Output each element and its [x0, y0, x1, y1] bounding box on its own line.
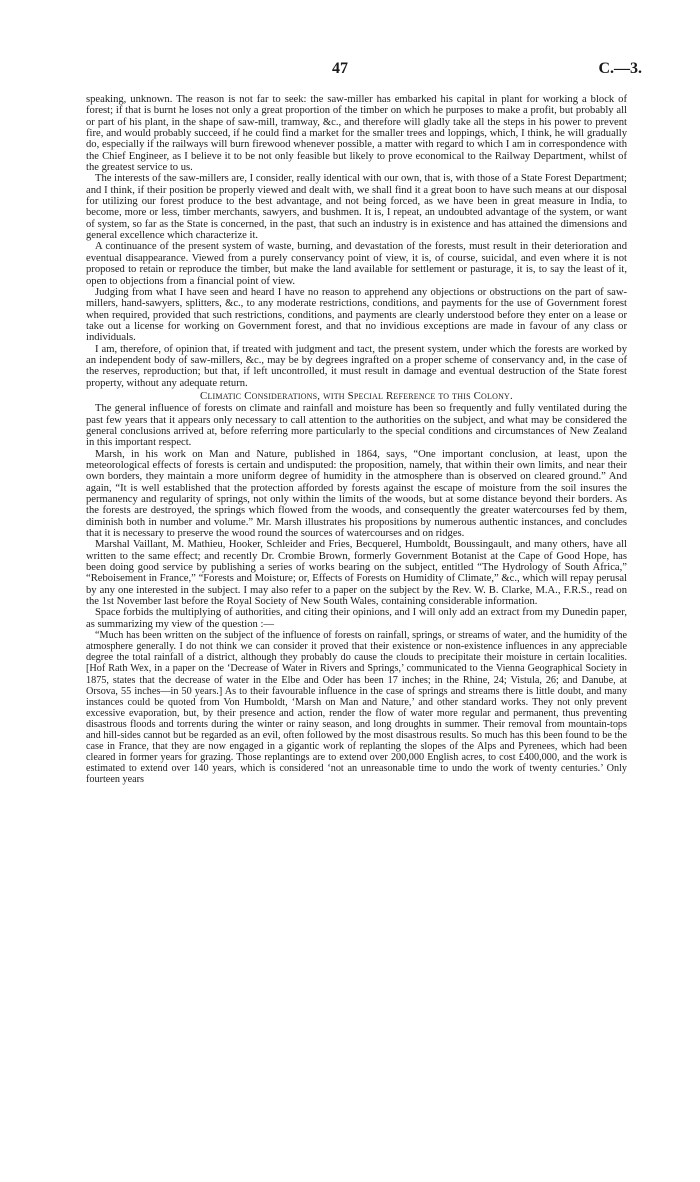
paragraph: Marsh, in his work on Man and Nature, published in 1864, says, “One important conclusion, at least, upon the meteorological effects of forests is certain and undisputed: the proposition, namely, that within their own limits, and near their own borders, they maintain a more uniform degree of humidity in the atmosphere than is observed on cleared ground.” And again, “It is well established that the protection afforded by forests against the escape of moisture from the soil insures the permanency and regularity of springs, not only within the limits of the woods, but at some distance beyond their borders. As the forests are destroyed, the springs which flowed from the woods, and consequently the greater watercourses fed by them, diminish both in number and volume.” Mr. Marsh illustrates his propositions by numerous authentic instances, and concludes that it is necessary to preserve the wood round the sources of watercourses and on ridges.: [86, 448, 627, 540]
paragraph: Judging from what I have seen and heard I have no reason to apprehend any objections or obstructions on the part of saw-millers, hand-sawyers, splitters, &c., to any moderate restrictions, conditions, and payments for the use of Government forest when required, provided that such restrictions, conditions, and payments are clearly understood before they enter on a lease or take out a license for working on Government forest, and that no invidious exceptions are made in favour of any class or individuals.: [86, 286, 627, 344]
body-text: [86, 94, 627, 785]
document-reference: C.—3.: [598, 60, 642, 77]
paragraph: Space forbids the multiplying of authorities, and citing their opinions, and I will only add an extract from my Dunedin paper, as summarizing my view of the question :—: [86, 607, 627, 630]
block-quote: “Much has been written on the subject of the influence of forests on rainfall, springs, or streams of water, and the humidity of the atmosphere generally. I do not think we can consider it proved that their existence or non-existence influences in any appreciable degree the total rainfall of a district, although they probably do cause the clouds to precipitate their moisture in certain localities. [Hof Rath Wex, in a paper on the ‘Decrease of Water in Rivers and Springs,’ communicated to the Vienna Geographical Society in 1875, states that the decrease of water in the Elbe and Oder has been 17 inches; in the Rhine, 24; Vistula, 26; and Danube, at Orsova, 55 inches—in 50 years.] As to their favourable influence in the case of springs and streams there is little doubt, and many instances could be quoted from Von Humboldt, ‘Marsh on Man and Nature,’ and other standard works. They not only prevent excessive evaporation, but, by their presence and action, render the flow of water more regular and permanent, thus preventing disastrous floods and torrents during the winter or rainy season, and long droughts in summer. Their removal from mountain-tops and hill-sides cannot but be regarded as an evil, often followed by the most disastrous results. So much has this been found to be the case in France, that they are now engaged in a gigantic work of replanting the slopes of the Alps and Pyrenees, which had been cleared in former years for grazing. Those replantings are to extend over 200,000 English acres, to cost £400,000, and the work is estimated to extend over 140 years, which is considered ‘not an unreasonable time to undo the work of twenty centuries.’ Only fourteen years: [86, 630, 627, 786]
section-heading: Climatic Considerations, with Special Reference to this Colony.: [200, 389, 513, 402]
page-header: [0, 60, 700, 82]
paragraph: A continuance of the present system of waste, burning, and devastation of the forests, must result in their deterioration and eventual disappearance. Viewed from a purely conservancy point of view, it is, of course, suicidal, and even where it is not proposed to retain or reproduce the timber, but make the land available for settlement or pasturage, it is, to say the least of it, open to objections from a financial point of view.: [86, 241, 627, 287]
page-number: 47: [332, 60, 348, 77]
paragraph: I am, therefore, of opinion that, if treated with judgment and tact, the present system, under which the forests are worked by an independent body of saw-millers, &c., may be by degrees ingrafted on a proper scheme of conservancy and, in the case of the reserves, reproduction; but that, if left uncontrolled, it must result in damage and eventual destruction of the State forest property, without any adequate return.: [86, 343, 627, 389]
paragraph: The interests of the saw-millers are, I consider, really identical with our own, that is, with those of a State Forest Department; and I think, if their position be properly viewed and dealt with, we shall find it a great boon to have such means at our disposal for utilizing our forest produce to the best advantage, and not being forced, as we have been in great measure in India, to become, more or less, timber merchants, sawyers, and bushmen. It is, I repeat, an undoubted advantage of the system, or want of system, so far as the State is concerned, in the past, that such an industry is in existence and has attained the dimensions and general excellence which characterize it.: [86, 173, 627, 242]
paragraph: speaking, unknown. The reason is not far to seek: the saw-miller has embarked his capital in plant for working a block of forest; if that is burnt he loses not only a great proportion of the timber on which he purposes to make a profit, but probably all or part of his plant, in the shape of saw-mill, tramway, &c., and therefore will gladly take all the steps in his power to prevent fire, and would probably succeed, if he could find a market for the smaller trees and loppings, which, I think, he will gradually do, especially if the railways will burn firewood whenever possible, a matter with regard to which I am in correspondence with the Chief Engineer, as I believe it to be not only feasible but likely to prove economical to the Railway Department, whilst of the greatest service to us.: [86, 94, 627, 174]
paragraph: Marshal Vaillant, M. Mathieu, Hooker, Schleider and Fries, Becquerel, Humboldt, Boussingault, and many others, have all written to the same effect; and recently Dr. Crombie Brown, formerly Government Botanist at the Cape of Good Hope, has been doing good service by publishing a series of works bearing on the subject, entitled “The Hydrology of South Africa,” “Reboisement in France,” “Forests and Moisture; or, Effects of Forests on Humidity of Climate,” &c., which will repay perusal by any one interested in the subject. I may also refer to a paper on the subject by the Rev. W. B. Clarke, M.A., F.R.S., read on the 1st November last before the Royal Society of New South Wales, containing considerable information.: [86, 539, 627, 608]
paragraph: The general influence of forests on climate and rainfall and moisture has been so frequently and fully ventilated during the past few years that it appears only necessary to call attention to the authorities on the subject, and what may be considered the general conclusions arrived at, before referring more particularly to the special conditions and circumstances of New Zealand in this important respect.: [86, 403, 627, 449]
